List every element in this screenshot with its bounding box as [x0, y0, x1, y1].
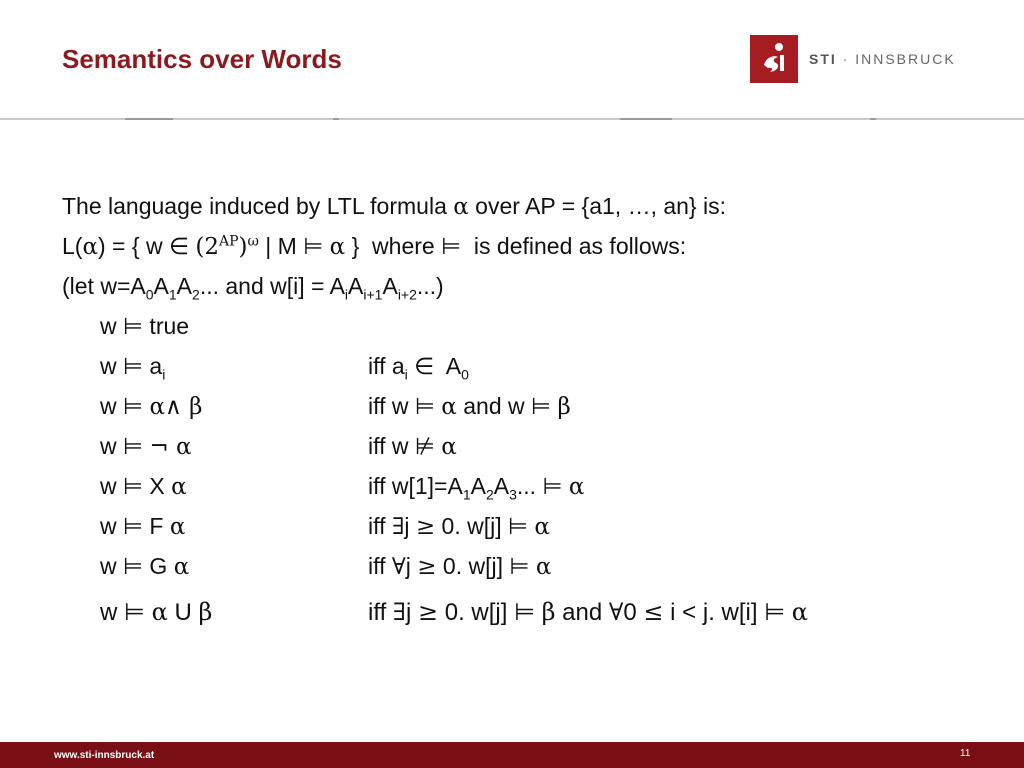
rule-and: w ⊨ α∧ β iff w ⊨ α and w ⊨ β: [100, 393, 571, 420]
logo-wordmark: [809, 51, 956, 67]
intro-line: The language induced by LTL formula α over AP = {a1, …, an} is:: [62, 193, 727, 220]
definition-line: L(α) = { w ∈ $(2^{AP})^\omega$ | M ⊨ α } where ⊨ is defined as follows:: [62, 233, 687, 260]
logo-brand: STI: [809, 51, 837, 67]
page-number: 11: [960, 748, 971, 759]
rule-true: w ⊨ true: [100, 313, 190, 339]
header-divider: [0, 118, 1024, 120]
slide-title: Semantics over Words: [62, 44, 342, 74]
logo-place: INNSBRUCK: [855, 51, 956, 67]
rule-finally: w ⊨ F α iff ∃j ≥ 0. w[j] ⊨ α: [100, 513, 550, 540]
rule-globally: w ⊨ G α iff ∀j ≥ 0. w[j] ⊨ α: [100, 553, 552, 580]
sti-logo-icon: [750, 35, 798, 83]
let-clause-line: (let $w=A_0A_1A_2$... and $w[i] = A_iA_{i+1}A_{i+2}$...): [62, 273, 444, 303]
sti-innsbruck-logo: [750, 34, 956, 84]
rule-until: w ⊨ α U β iff ∃j ≥ 0. w[j] ⊨ β and ∀0 ≤ i < j. w[i] ⊨ α: [100, 598, 808, 626]
rule-atom: w ⊨ $a_i$ iff $a_i$ ∈ $A_0$: [100, 353, 469, 383]
rule-not: w ⊨ ¬ α iff w ⊭ α: [100, 433, 457, 460]
footer-url-link[interactable]: www.sti-innsbruck.at: [54, 750, 155, 761]
footer-bar: [0, 742, 1024, 768]
slide-body: [62, 186, 808, 632]
logo-separator: ·: [836, 51, 856, 67]
rule-next: w ⊨ X α iff $w[1]=A_1A_2A_3$... ⊨ α: [100, 473, 585, 503]
